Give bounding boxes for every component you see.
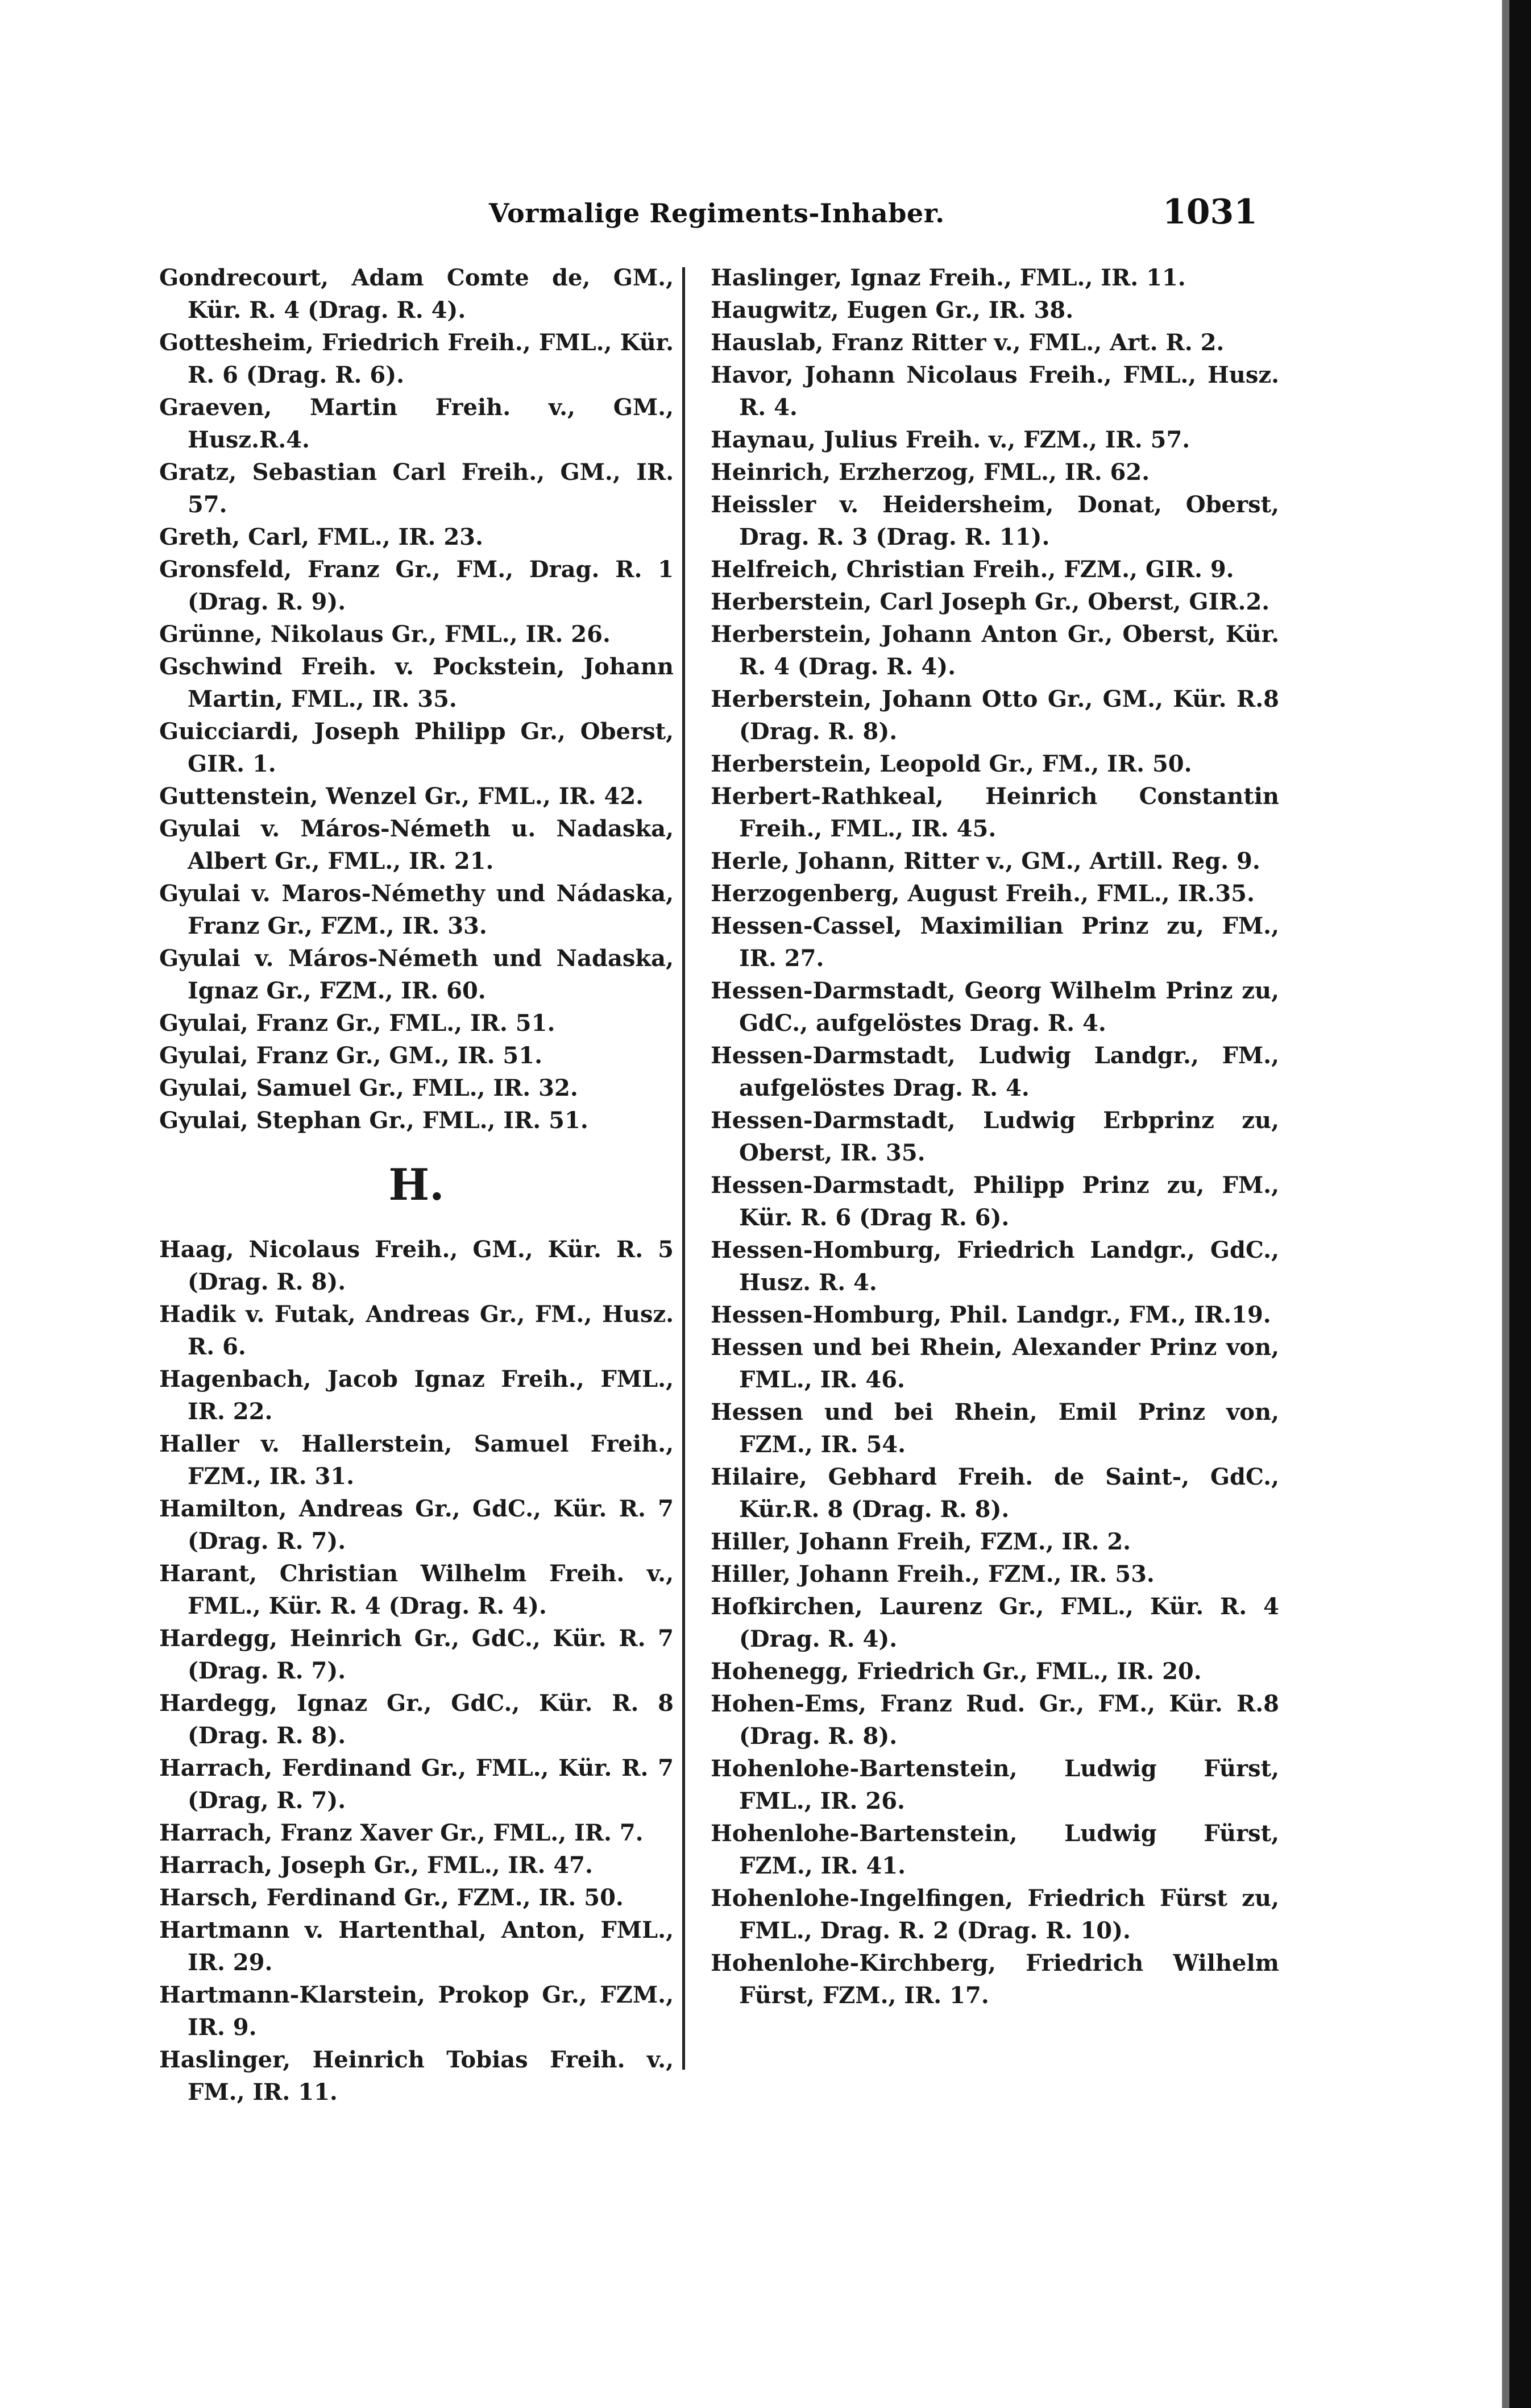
page-edge [1509, 0, 1531, 2408]
list-item: Herzogenberg, August Freih., FML., IR.35. [711, 880, 1255, 907]
list-item: Grünne, Nikolaus Gr., FML., IR. 26. [159, 621, 611, 648]
list-item: Harant, Christian Wilhelm Freih. v., FML., Kür. R. 4 (Drag. R. 4). [159, 1560, 674, 1619]
list-item: Gyulai v. Máros-Németh und Nadaska, Ignaz Gr., FZM., IR. 60. [159, 945, 674, 1004]
list-item: Hartmann v. Hartenthal, Anton, FML., IR. 29. [159, 1917, 674, 1976]
list-item: Hagenbach, Jacob Ignaz Freih., FML., IR. 22. [159, 1366, 674, 1425]
list-item: Haslinger, Heinrich Tobias Freih. v., FM., IR. 11. [159, 2046, 674, 2106]
list-item: Gyulai, Samuel Gr., FML., IR. 32. [159, 1075, 578, 1101]
list-item: Harrach, Franz Xaver Gr., FML., IR. 7. [159, 1820, 644, 1846]
list-item: Hessen-Darmstadt, Ludwig Landgr., FM., aufgelöstes Drag. R. 4. [711, 1042, 1279, 1101]
list-item: Guttenstein, Wenzel Gr., FML., IR. 42. [159, 783, 644, 810]
list-item: Haller v. Hallerstein, Samuel Freih., FZM., IR. 31. [159, 1431, 674, 1490]
list-item: Haynau, Julius Freih. v., FZM., IR. 57. [711, 426, 1190, 453]
list-item: Hofkirchen, Laurenz Gr., FML., Kür. R. 4 (Drag. R. 4). [711, 1593, 1279, 1652]
list-item: Hardegg, Heinrich Gr., GdC., Kür. R. 7 (Drag. R. 7). [159, 1625, 674, 1684]
list-item: Gschwind Freih. v. Pockstein, Johann Martin, FML., IR. 35. [159, 653, 674, 712]
list-item: Harsch, Ferdinand Gr., FZM., IR. 50. [159, 1884, 624, 1911]
list-item: Greth, Carl, FML., IR. 23. [159, 524, 483, 550]
section-heading: H. [388, 1159, 445, 1210]
list-item: Hessen-Cassel, Maximilian Prinz zu, FM., IR. 27. [711, 913, 1279, 972]
list-item: Hardegg, Ignaz Gr., GdC., Kür. R. 8 (Drag. R. 8). [159, 1690, 674, 1749]
list-item: Hiller, Johann Freih., FZM., IR. 53. [711, 1561, 1155, 1588]
list-item: Heissler v. Heidersheim, Donat, Oberst, Drag. R. 3 (Drag. R. 11). [711, 491, 1279, 550]
list-item: Haslinger, Ignaz Freih., FML., IR. 11. [711, 264, 1186, 291]
list-item: Hohenlohe-Bartenstein, Ludwig Fürst, FZM., IR. 41. [711, 1820, 1279, 1879]
list-item: Gottesheim, Friedrich Freih., FML., Kür. R. 6 (Drag. R. 6). [159, 329, 674, 388]
list-item: Hohenlohe-Kirchberg, Friedrich Wilhelm Fürst, FZM., IR. 17. [711, 1950, 1279, 2009]
page-edge-shadow [1502, 0, 1509, 2408]
list-item: Herberstein, Leopold Gr., FM., IR. 50. [711, 751, 1192, 777]
list-item: Hohenegg, Friedrich Gr., FML., IR. 20. [711, 1658, 1202, 1685]
list-item: Hessen und bei Rhein, Emil Prinz von, FZM., IR. 54. [711, 1399, 1279, 1458]
list-item: Helfreich, Christian Freih., FZM., GIR. 9. [711, 556, 1234, 583]
list-item: Gyulai, Franz Gr., FML., IR. 51. [159, 1010, 555, 1037]
list-item: Harrach, Joseph Gr., FML., IR. 47. [159, 1852, 593, 1879]
list-item: Hessen-Homburg, Friedrich Landgr., GdC., Husz. R. 4. [711, 1237, 1279, 1296]
list-item: Gyulai, Franz Gr., GM., IR. 51. [159, 1042, 543, 1069]
list-item: Herberstein, Carl Joseph Gr., Oberst, GIR.2. [711, 588, 1270, 615]
list-item: Herle, Johann, Ritter v., GM., Artill. Reg. 9. [711, 848, 1260, 874]
list-item: Hohen-Ems, Franz Rud. Gr., FM., Kür. R.8 (Drag. R. 8). [711, 1690, 1279, 1750]
list-item: Hiller, Johann Freih, FZM., IR. 2. [711, 1528, 1131, 1555]
list-item: Havor, Johann Nicolaus Freih., FML., Husz. R. 4. [711, 362, 1279, 421]
list-item: Gronsfeld, Franz Gr., FM., Drag. R. 1 (Drag. R. 9). [159, 556, 674, 615]
left-column [159, 262, 674, 2108]
list-item: Hessen-Darmstadt, Ludwig Erbprinz zu, Oberst, IR. 35. [711, 1107, 1279, 1166]
list-item: Gyulai, Stephan Gr., FML., IR. 51. [159, 1107, 588, 1134]
list-item: Hessen-Homburg, Phil. Landgr., FM., IR.19. [711, 1302, 1271, 1328]
list-item: Gratz, Sebastian Carl Freih., GM., IR. 57. [159, 459, 674, 518]
list-item: Gondrecourt, Adam Comte de, GM., Kür. R. 4 (Drag. R. 4). [159, 264, 674, 324]
list-item: Hohenlohe-Bartenstein, Ludwig Fürst, FML., IR. 26. [711, 1755, 1279, 1814]
list-item: Hessen und bei Rhein, Alexander Prinz von, FML., IR. 46. [711, 1334, 1279, 1393]
list-item: Hadik v. Futak, Andreas Gr., FM., Husz. R. 6. [159, 1301, 674, 1360]
page-number: 1031 [1163, 192, 1258, 232]
list-item: Gyulai v. Maros-Némethy und Nádaska, Franz Gr., FZM., IR. 33. [159, 880, 674, 939]
list-item: Herberstein, Johann Anton Gr., Oberst, Kür. R. 4 (Drag. R. 4). [711, 621, 1279, 680]
list-item: Haag, Nicolaus Freih., GM., Kür. R. 5 (Drag. R. 8). [159, 1236, 674, 1295]
list-item: Haugwitz, Eugen Gr., IR. 38. [711, 297, 1074, 324]
list-item: Hessen-Darmstadt, Georg Wilhelm Prinz zu, GdC., aufgelöstes Drag. R. 4. [711, 977, 1279, 1037]
list-item: Hohenlohe-Ingelfingen, Friedrich Fürst zu, FML., Drag. R. 2 (Drag. R. 10). [711, 1885, 1279, 1944]
list-item: Hartmann-Klarstein, Prokop Gr., FZM., IR. 9. [159, 1982, 674, 2041]
list-item: Hauslab, Franz Ritter v., FML., Art. R. 2. [711, 329, 1225, 356]
list-item: Heinrich, Erzherzog, FML., IR. 62. [711, 459, 1150, 486]
list-item: Graeven, Martin Freih. v., GM., Husz.R.4. [159, 394, 674, 453]
list-item: Herbert-Rathkeal, Heinrich Constantin Freih., FML., IR. 45. [711, 783, 1279, 842]
list-item: Hessen-Darmstadt, Philipp Prinz zu, FM., Kür. R. 6 (Drag R. 6). [711, 1172, 1279, 1231]
list-item: Guicciardi, Joseph Philipp Gr., Oberst, GIR. 1. [159, 718, 674, 777]
list-item: Harrach, Ferdinand Gr., FML., Kür. R. 7 (Drag, R. 7). [159, 1755, 674, 1814]
running-header: Vormalige Regiments-Inhaber. [489, 198, 945, 229]
list-item: Gyulai v. Máros-Németh u. Nadaska, Albert Gr., FML., IR. 21. [159, 815, 674, 874]
list-item: Herberstein, Johann Otto Gr., GM., Kür. R.8 (Drag. R. 8). [711, 686, 1279, 745]
list-item: Hamilton, Andreas Gr., GdC., Kür. R. 7 (Drag. R. 7). [159, 1495, 674, 1555]
column-divider [682, 267, 685, 2070]
list-item: Hilaire, Gebhard Freih. de Saint-, GdC., Kür.R. 8 (Drag. R. 8). [711, 1464, 1279, 1523]
right-column [711, 262, 1279, 2012]
